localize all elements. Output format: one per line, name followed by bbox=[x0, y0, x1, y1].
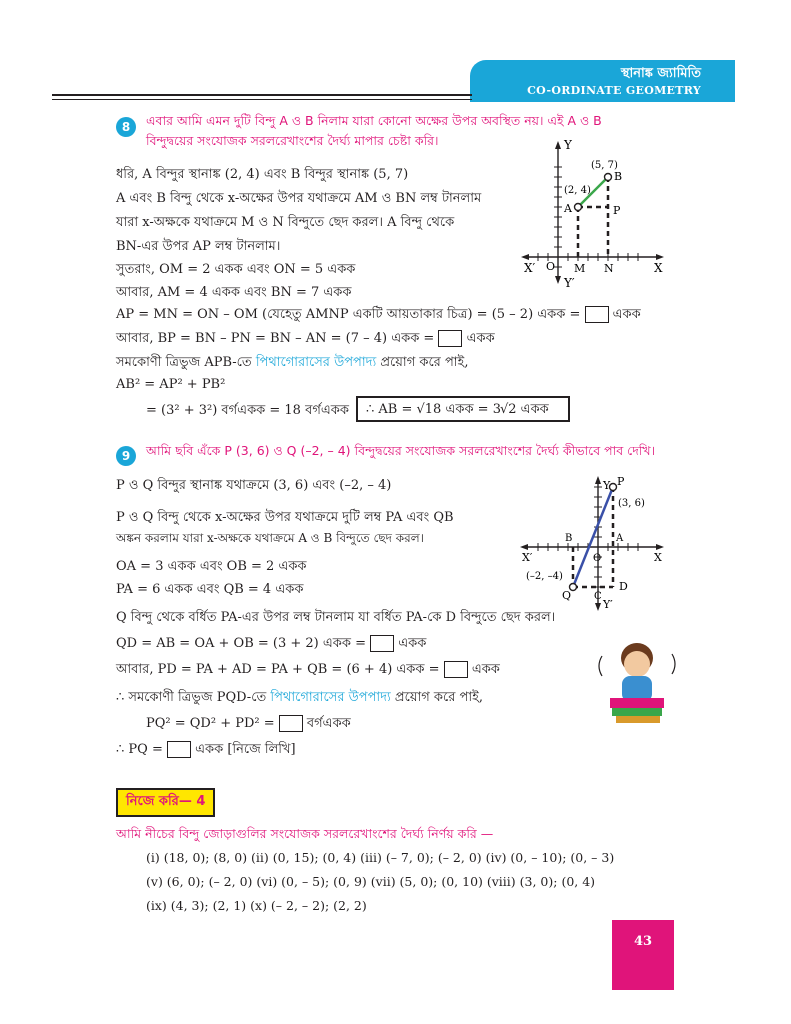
section-number-8: 8 bbox=[116, 117, 136, 137]
answer-box-pd[interactable] bbox=[444, 661, 468, 678]
pythagoras-text: ∴ সমকোণী ত্রিভুজ PQD-তে bbox=[116, 690, 271, 705]
answer-box-pq[interactable] bbox=[167, 741, 191, 758]
exercise-label: নিজে করি— 4 bbox=[116, 788, 215, 817]
answer-box-qd[interactable] bbox=[370, 635, 394, 652]
section8-text-line: BN-এর উপর AP লম্ব টানলাম। bbox=[116, 239, 281, 254]
bp-line-text: আবার, BP = BN – PN = BN – AN = (7 – 4) একক = bbox=[116, 331, 435, 346]
label-b: B bbox=[565, 533, 573, 544]
pq-unit: একক [নিজে লিখি] bbox=[195, 742, 296, 757]
section8-text-line: A এবং B বিন্দু থেকে x-অক্ষের উপর যথাক্রমে AM ও BN লম্ব টানলাম bbox=[116, 191, 482, 206]
ab-calc: = (3² + 3²) বর্গএকক = 18 বর্গএকক bbox=[146, 403, 349, 418]
point-a bbox=[575, 204, 582, 211]
label-b: B bbox=[614, 170, 623, 183]
ap-line bbox=[116, 305, 641, 326]
pq-line bbox=[116, 740, 296, 761]
pd-line bbox=[116, 660, 500, 681]
pythagoras-text: সমকোণী ত্রিভুজ APB-তে bbox=[116, 355, 256, 370]
pd-line-text: আবার, PD = PA + AD = PA + QB = (6 + 4) একক = bbox=[116, 662, 440, 677]
label-m: M bbox=[574, 262, 586, 275]
bp-line bbox=[116, 329, 495, 350]
section9-text-line: PA = 6 একক এবং QB = 4 একক bbox=[116, 582, 304, 597]
section8-text-line: যারা x-অক্ষকে যথাক্রমে M ও N বিন্দুতে ছেদ করল। A বিন্দু থেকে bbox=[116, 215, 455, 230]
label-y: Y bbox=[564, 138, 572, 152]
page-number: 43 bbox=[612, 920, 674, 990]
label-q: Q bbox=[562, 589, 572, 602]
section8-title-line2: বিন্দুদ্বয়ের সংযোজক সরলরেখাংশের দৈর্ঘ্য মাপার চেষ্টা করি। bbox=[146, 133, 439, 148]
label-y: Y bbox=[603, 479, 611, 492]
exercise-row: (v) (6, 0); (– 2, 0) (vi) (0, – 5); (0, 9) (vii) (5, 0); (0, 10) (viii) (3, 0); (0, 4) bbox=[146, 874, 596, 889]
label-q-coord: (–2, –4) bbox=[526, 571, 563, 582]
label-a: A bbox=[564, 202, 572, 215]
pq-squared-line bbox=[146, 714, 351, 735]
answer-box-bp[interactable] bbox=[438, 330, 462, 347]
label-p: P bbox=[613, 204, 621, 217]
pythagoras-line-9 bbox=[116, 688, 483, 709]
qd-line bbox=[116, 634, 426, 655]
label-x: X bbox=[654, 261, 663, 275]
label-x: X bbox=[654, 551, 662, 564]
pq-squared-text: PQ² = QD² + PD² = bbox=[146, 716, 275, 731]
section8-text-line: আবার, AM = 4 একক এবং BN = 7 একক bbox=[116, 285, 352, 300]
ap-line-text: AP = MN = ON – OM (যেহেতু AMNP একটি আয়তাকার চিত্র) = (5 – 2) একক = bbox=[116, 307, 581, 322]
label-p: P bbox=[617, 475, 625, 488]
pythagoras-theorem-link: পিথাগোরাসের উপপাদ্য bbox=[255, 355, 377, 370]
section9-text-line: OA = 3 একক এবং OB = 2 একক bbox=[116, 559, 307, 574]
thinking-boy-illustration bbox=[592, 636, 682, 726]
label-x-prime: X′ bbox=[522, 551, 533, 564]
label-p-coord: (3, 6) bbox=[618, 498, 645, 509]
chapter-header-tab bbox=[470, 60, 735, 102]
label-b-coord: (5, 7) bbox=[591, 160, 618, 171]
segment-pq bbox=[573, 487, 613, 587]
ab-squared: AB² = AP² + PB² bbox=[116, 377, 226, 392]
answer-box-ap[interactable] bbox=[585, 306, 609, 323]
chapter-title-english: CO-ORDINATE GEOMETRY bbox=[527, 84, 701, 97]
graph-pq bbox=[520, 475, 670, 615]
label-x-prime: X′ bbox=[524, 261, 536, 275]
label-a-coord: (2, 4) bbox=[564, 185, 591, 196]
section8-text-line: ধরি, A বিন্দুর স্থানাঙ্ক (2, 4) এবং B বিন্দুর স্থানাঙ্ক (5, 7) bbox=[116, 167, 409, 182]
label-n: N bbox=[604, 262, 614, 275]
label-d: D bbox=[619, 580, 628, 593]
label-origin: O bbox=[546, 260, 556, 273]
point-b bbox=[605, 174, 612, 181]
label-a: A bbox=[616, 533, 624, 544]
answer-box-pq-squared[interactable] bbox=[279, 715, 303, 732]
header-rule-thin bbox=[52, 99, 472, 100]
pq-text: ∴ PQ = bbox=[116, 742, 163, 757]
bp-line-unit: একক bbox=[466, 331, 495, 346]
section9-text-line: P ও Q বিন্দু থেকে x-অক্ষের উপর যথাক্রমে দুটি লম্ব PA এবং QB bbox=[116, 510, 454, 525]
section9-text-line: P ও Q বিন্দুর স্থানাঙ্ক যথাক্রমে (3, 6) এবং (–2, – 4) bbox=[116, 478, 392, 493]
exercise-instruction: আমি নীচের বিন্দু জোড়াগুলির সংযোজক সরলরেখাংশের দৈর্ঘ্য নির্ণয় করি — bbox=[116, 826, 494, 841]
pythagoras-text-end: প্রয়োগ করে পাই, bbox=[390, 690, 483, 705]
result-text: ∴ AB = √18 একক = 3 bbox=[366, 402, 501, 417]
result-box-ab bbox=[356, 396, 570, 422]
label-y-prime: Y′ bbox=[603, 598, 613, 611]
section-number-9: 9 bbox=[116, 446, 136, 466]
exercise-row: (i) (18, 0); (8, 0) (ii) (0, 15); (0, 4) (iii) (– 7, 0); (– 2, 0) (iv) (0, – 10); (0, – 3) bbox=[146, 850, 615, 865]
label-origin: O bbox=[593, 553, 602, 564]
pythagoras-line-8 bbox=[116, 353, 468, 374]
section9-title: আমি ছবি এঁকে P (3, 6) ও Q (–2, – 4) বিন্দুদ্বয়ের সংযোজক সরলরেখাংশের দৈর্ঘ্য কীভাবে পাব দেখি। bbox=[146, 443, 656, 458]
point-p bbox=[610, 484, 617, 491]
pythagoras-text-end: প্রয়োগ করে পাই, bbox=[376, 355, 469, 370]
ap-line-unit: একক bbox=[612, 307, 641, 322]
section8-text-line: সুতরাং, OM = 2 একক এবং ON = 5 একক bbox=[116, 262, 356, 277]
pq-squared-unit: বর্গএকক bbox=[306, 716, 351, 731]
section9-text-line: Q বিন্দু থেকে বর্ধিত PA-এর উপর লম্ব টানলাম যা বর্ধিত PA-কে D বিন্দুতে ছেদ করল। bbox=[116, 610, 556, 625]
section9-text-line: অঙ্কন করলাম যারা x-অক্ষকে যথাক্রমে A ও B বিন্দুতে ছেদ করল। bbox=[116, 531, 424, 545]
exercise-row: (ix) (4, 3); (2, 1) (x) (– 2, – 2); (2, 2) bbox=[146, 898, 367, 913]
chapter-title-bengali: স্থানাঙ্ক জ্যামিতি bbox=[620, 66, 701, 81]
label-y-prime: Y′ bbox=[564, 276, 575, 290]
label-c: C bbox=[594, 591, 602, 602]
section8-title-line1: এবার আমি এমন দুটি বিন্দু A ও B নিলাম যারা কোনো অক্ষের উপর অবস্থিত নয়। এই A ও B bbox=[146, 113, 602, 128]
qd-line-text: QD = AB = OA + OB = (3 + 2) একক = bbox=[116, 636, 366, 651]
graph-ab bbox=[520, 135, 670, 300]
qd-line-unit: একক bbox=[398, 636, 427, 651]
header-rule bbox=[52, 94, 472, 96]
result-text-end: √2 একক bbox=[500, 402, 549, 417]
pd-line-unit: একক bbox=[471, 662, 500, 677]
pythagoras-theorem-link: পিথাগোরাসের উপপাদ্য bbox=[270, 690, 391, 705]
